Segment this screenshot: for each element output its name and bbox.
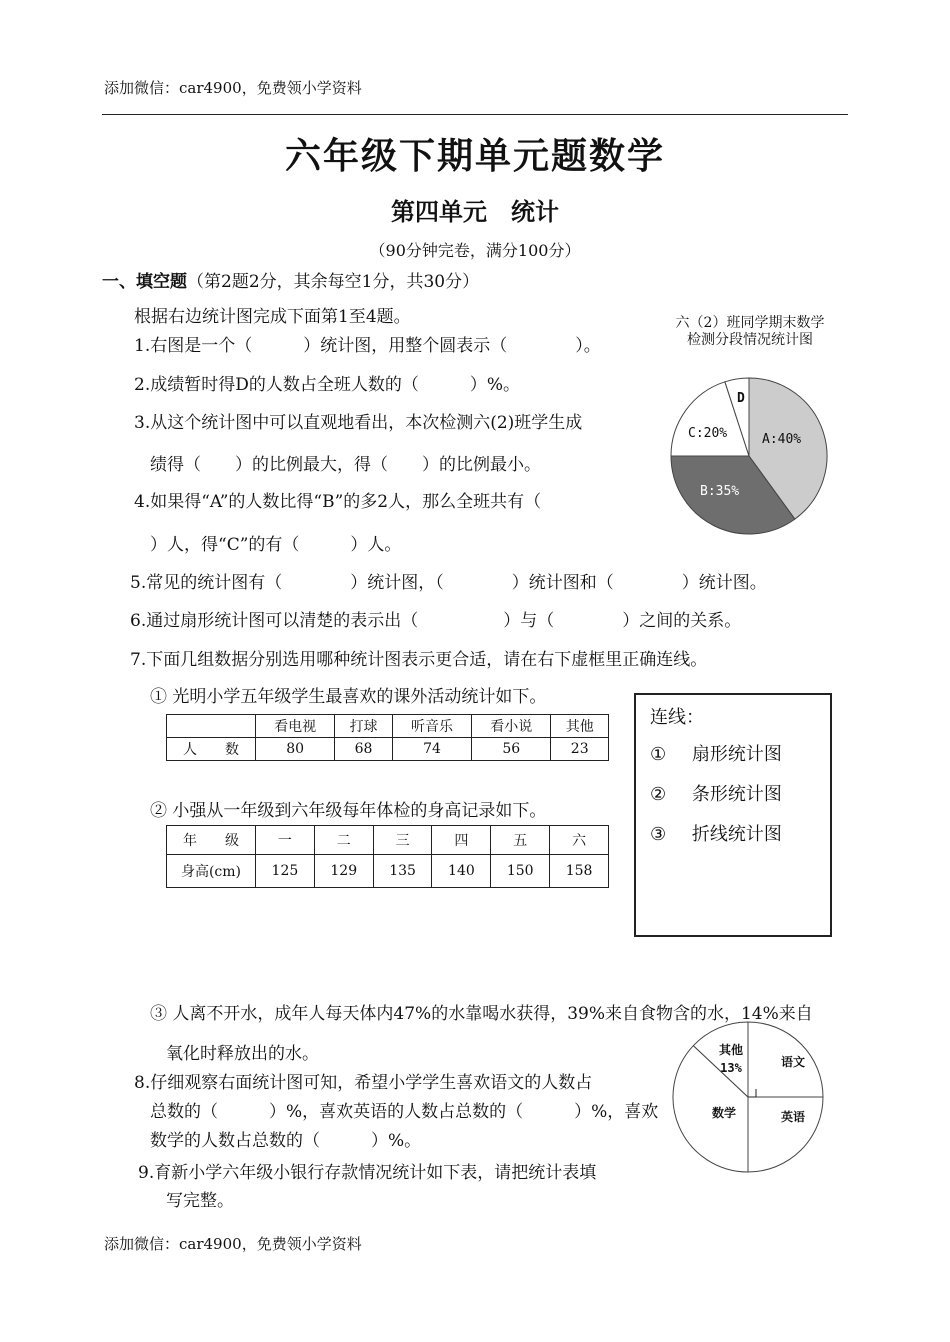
table-cell: 80 xyxy=(256,738,335,761)
table-row xyxy=(167,715,609,738)
question-9-line2: 写完整。 xyxy=(166,1191,234,1211)
question-7-1: ① 光明小学五年级学生最喜欢的课外活动统计如下。 xyxy=(150,687,547,707)
question-2: 2.成绩暂时得D的人数占全班人数的（ ）%。 xyxy=(134,375,521,395)
table-cell: 听音乐 xyxy=(392,715,471,738)
matching-item-number: ① xyxy=(650,744,667,765)
matching-item-label: 扇形统计图 xyxy=(691,744,782,765)
table-cell: 125 xyxy=(256,855,315,888)
table-cell: 二 xyxy=(314,826,373,855)
table-cell: 六 xyxy=(550,826,609,855)
table-cell: 看小说 xyxy=(472,715,551,738)
activity-table xyxy=(166,714,609,761)
pie2-label-other: 其他 xyxy=(718,1043,744,1057)
pie1-label-D: D xyxy=(737,391,745,406)
question-8-line3: 数学的人数占总数的（ ）%。 xyxy=(150,1131,422,1151)
page-title: 六年级下期单元题数学 xyxy=(284,135,665,177)
question-7-3-line2: 氧化时释放出的水。 xyxy=(166,1044,319,1064)
pie1-label-A: A:40% xyxy=(762,432,802,447)
pie2-label-math: 数学 xyxy=(712,1106,737,1120)
table-row xyxy=(167,826,609,855)
pie1-title xyxy=(650,315,850,349)
question-3-line2: 绩得（ ）的比例最大，得（ ）的比例最小。 xyxy=(150,455,541,475)
question-4-line2: ）人，得“C”的有（ ）人。 xyxy=(150,535,402,555)
section-1-heading xyxy=(102,267,479,292)
table-cell: 其他 xyxy=(551,715,609,738)
page-subtitle: 第四单元 统计 xyxy=(391,197,559,226)
table-cell: 五 xyxy=(491,826,550,855)
section-1-label: 一、填空题 xyxy=(102,272,187,292)
question-6: 6.通过扇形统计图可以清楚的表示出（ ）与（ ）之间的关系。 xyxy=(130,611,742,631)
table-cell: 135 xyxy=(373,855,432,888)
section-1-note: （第2题2分，其余每空1分，共30分） xyxy=(187,272,480,292)
matching-item[interactable] xyxy=(650,780,782,806)
pie1-title-line1: 六（2）班同学期末数学 xyxy=(675,315,825,331)
table-cell: 140 xyxy=(432,855,491,888)
pie2-label-english: 英语 xyxy=(781,1110,806,1124)
matching-item-number: ② xyxy=(650,784,667,805)
table-cell: 人 数 xyxy=(167,738,256,761)
question-3-line1: 3.从这个统计图中可以直观地看出，本次检测六(2)班学生成 xyxy=(134,413,583,433)
question-1: 1.右图是一个（ ）统计图，用整个圆表示（ ）。 xyxy=(134,336,601,356)
table-cell: 74 xyxy=(392,738,471,761)
intro-text: 根据右边统计图完成下面第1至4题。 xyxy=(134,307,411,327)
question-9-line1: 9.育新小学六年级小银行存款情况统计如下表，请把统计表填 xyxy=(138,1163,597,1183)
pie2-label-chinese: 语文 xyxy=(781,1055,806,1069)
table-cell: 23 xyxy=(551,738,609,761)
height-table xyxy=(166,825,609,888)
question-7-3-line1: ③ 人离不开水，成年人每天体内47%的水靠喝水获得，39%来自食物含的水，14%来自 xyxy=(150,1004,813,1024)
table-cell: 158 xyxy=(550,855,609,888)
matching-item-label: 条形统计图 xyxy=(691,784,782,805)
footer-text: 添加微信：car4900，免费领小学资料 xyxy=(104,1235,362,1253)
header-text: 添加微信：car4900，免费领小学资料 xyxy=(104,79,362,97)
matching-item[interactable] xyxy=(650,820,782,846)
table-row xyxy=(167,738,609,761)
matching-item-number: ③ xyxy=(650,824,667,845)
pie-chart-1 xyxy=(660,368,840,543)
matching-item[interactable] xyxy=(650,740,782,766)
pie-slice-英语 xyxy=(748,1097,823,1172)
question-7-2: ② 小强从一年级到六年级每年体检的身高记录如下。 xyxy=(150,801,547,821)
matching-item-label: 折线统计图 xyxy=(691,824,782,845)
question-4-line1: 4.如果得“A”的人数比得“B”的多2人，那么全班共有（ xyxy=(134,492,542,512)
pie1-slices xyxy=(671,378,827,534)
header-divider xyxy=(102,114,848,115)
table-cell: 129 xyxy=(314,855,373,888)
matching-box xyxy=(634,693,832,937)
table-cell: 三 xyxy=(373,826,432,855)
question-8-line1: 8.仔细观察右面统计图可知，希望小学学生喜欢语文的人数占 xyxy=(134,1073,593,1093)
pie-chart-2 xyxy=(668,1020,828,1180)
exam-note: （90分钟完卷，满分100分） xyxy=(369,241,581,260)
table-cell: 年 级 xyxy=(167,826,256,855)
table-cell: 150 xyxy=(491,855,550,888)
pie1-label-C: C:20% xyxy=(688,426,728,441)
table-cell: 四 xyxy=(432,826,491,855)
table-cell: 身高(cm) xyxy=(167,855,256,888)
question-8-line2: 总数的（ ）%，喜欢英语的人数占总数的（ ）%，喜欢 xyxy=(150,1102,659,1122)
pie2-label-other-pct: 13% xyxy=(720,1061,742,1075)
table-cell: 看电视 xyxy=(256,715,335,738)
table-cell xyxy=(167,715,256,738)
table-cell: 打球 xyxy=(335,715,393,738)
question-7: 7.下面几组数据分别选用哪种统计图表示更合适，请在右下虚框里正确连线。 xyxy=(130,650,708,670)
table-cell: 56 xyxy=(472,738,551,761)
matching-box-title: 连线： xyxy=(650,707,704,728)
pie1-label-B: B:35% xyxy=(700,484,740,499)
pie1-title-line2: 检测分段情况统计图 xyxy=(687,332,813,348)
table-cell: 一 xyxy=(256,826,315,855)
table-row xyxy=(167,855,609,888)
table-cell: 68 xyxy=(335,738,393,761)
question-5: 5.常见的统计图有（ ）统计图，（ ）统计图和（ ）统计图。 xyxy=(130,573,767,593)
